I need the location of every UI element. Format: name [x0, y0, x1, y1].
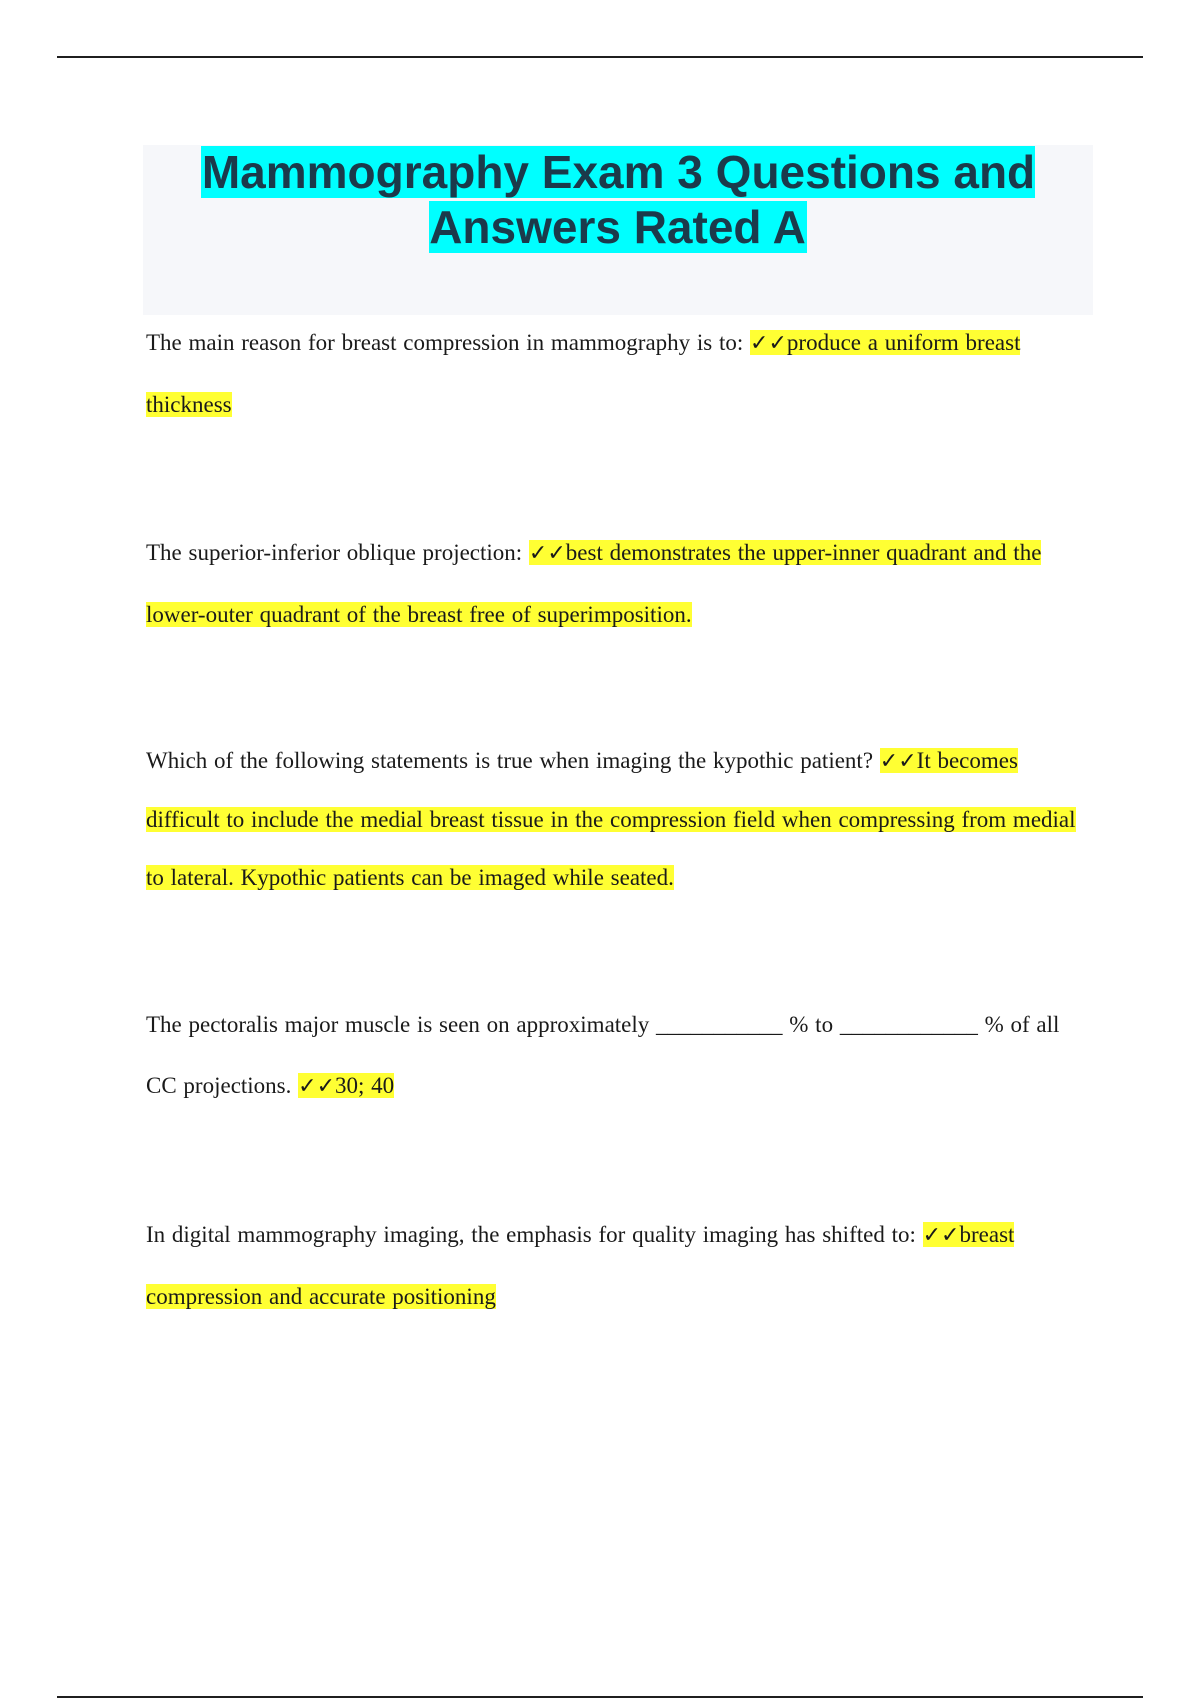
answer-text: produce a uniform breast thickness [146, 330, 1021, 417]
qa-item [146, 994, 1086, 1117]
check-mark-icon: ✓✓ [750, 331, 787, 356]
answer-text: 30; 40 [335, 1073, 395, 1098]
qa-item [146, 1204, 1086, 1327]
document-title [143, 145, 1093, 255]
answer-highlight [298, 1073, 394, 1098]
check-mark-icon: ✓✓ [528, 541, 566, 566]
question-text: The superior-inferior oblique projection: [146, 540, 523, 565]
qa-item [146, 312, 1086, 435]
question-text: The pectoralis major muscle is seen on approximately ___________ % to ____________ % of all CC projections. [146, 1012, 1060, 1098]
answer-text: breast compression and accurate positioning [146, 1222, 1015, 1309]
question-list [146, 312, 1086, 1327]
question-text: In digital mammography imaging, the emphasis for quality imaging has shifted to: [146, 1222, 916, 1247]
check-mark-icon: ✓✓ [298, 1074, 336, 1099]
answer-text: best demonstrates the upper-inner quadrant and the lower-outer quadrant of the breast free of superimposition. [146, 540, 1042, 627]
question-text: The main reason for breast compression in mammography is to: [146, 330, 744, 355]
qa-item [146, 522, 1086, 645]
answer-text: It becomes difficult to include the medial breast tissue in the compression field when compressing from medial to lateral. Kypothic patients can be imaged while seated. [146, 748, 1076, 890]
check-mark-icon: ✓✓ [879, 749, 917, 774]
bottom-rule [57, 1696, 1143, 1698]
check-mark-icon: ✓✓ [922, 1223, 960, 1248]
title-highlight: Mammography Exam 3 Questions and Answers Rated A [201, 146, 1036, 253]
question-text: Which of the following statements is true when imaging the kypothic patient? [146, 748, 874, 773]
title-banner [143, 145, 1093, 315]
qa-item [146, 732, 1086, 907]
top-rule [57, 56, 1143, 58]
